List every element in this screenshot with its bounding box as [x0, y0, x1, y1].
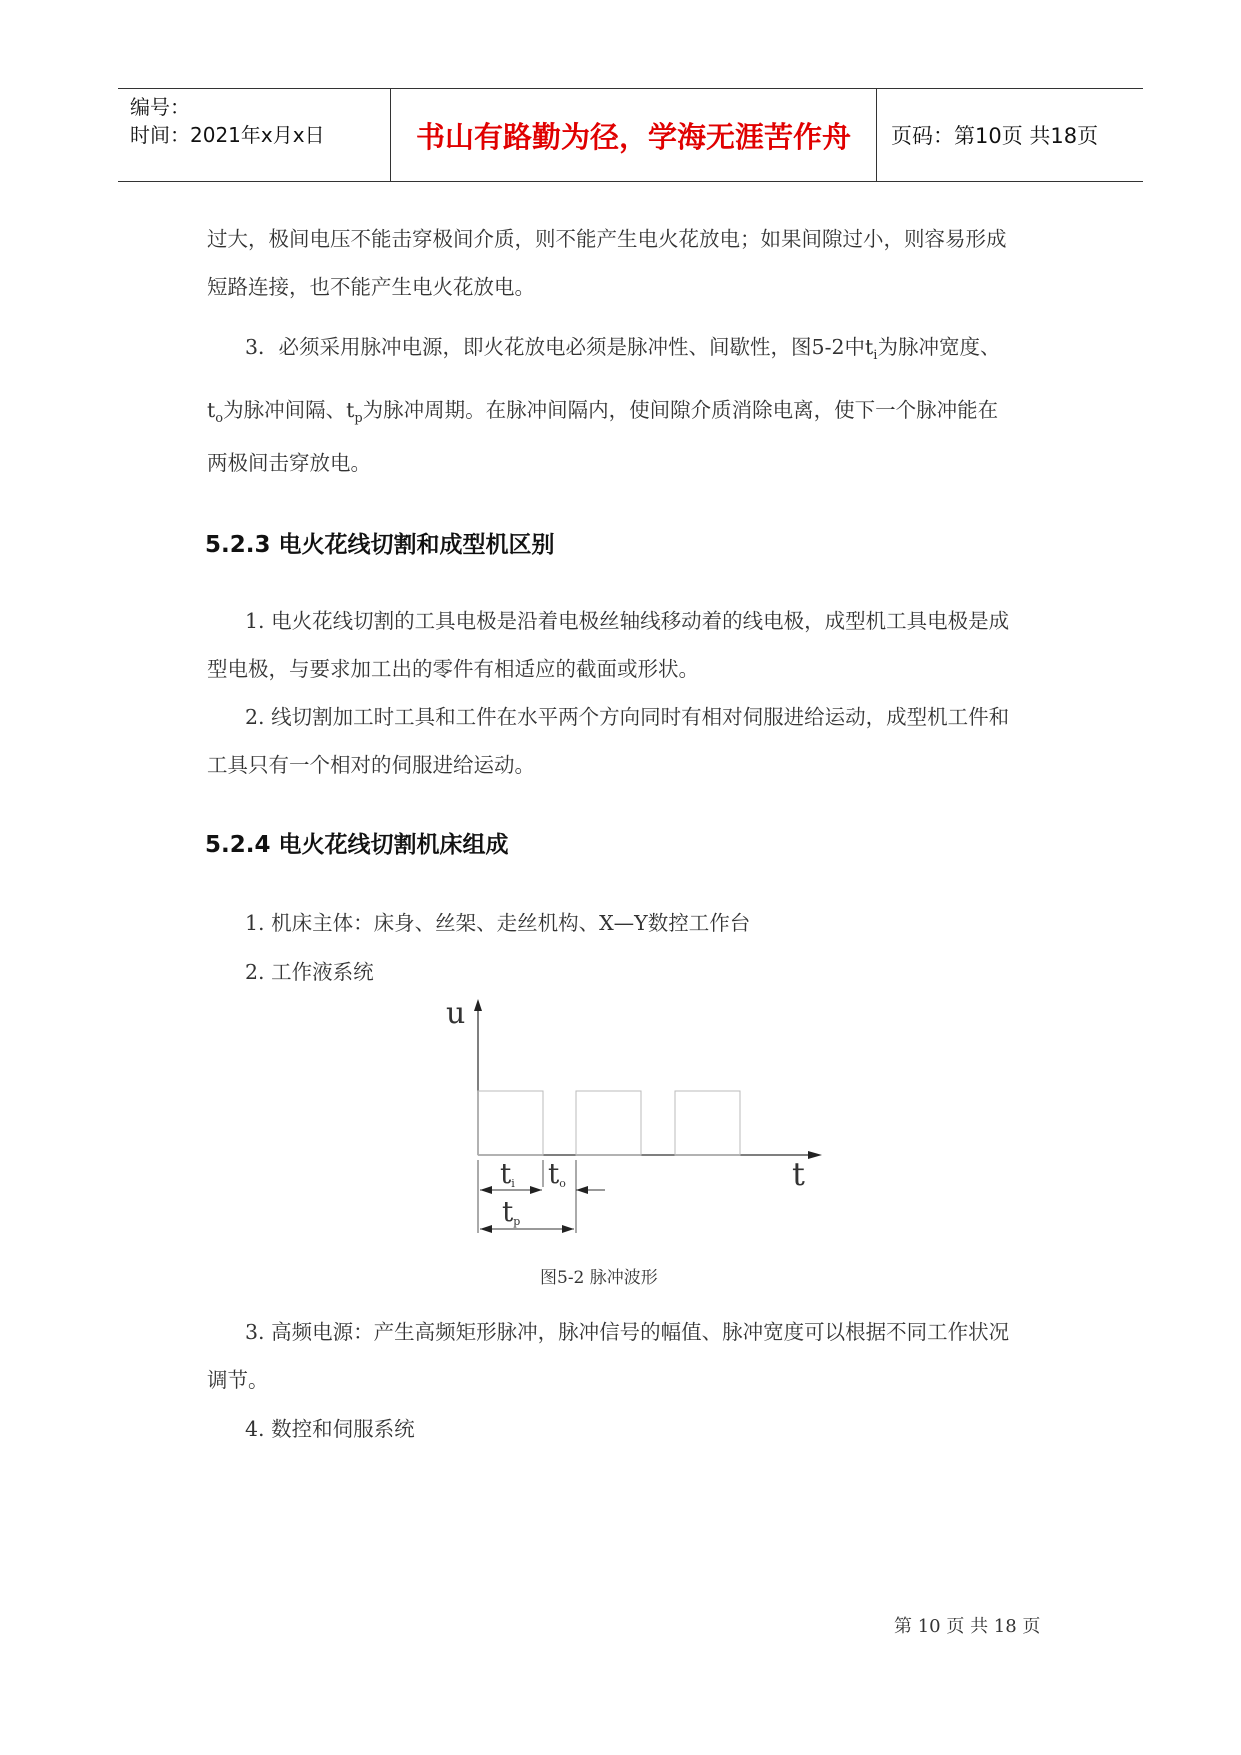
s524-item3-line1: 3. 高频电源：产生高频矩形脉冲，脉冲信号的幅值、脉冲宽度可以根据不同工作状况: [245, 1320, 1010, 1344]
header-page-info: 页码：第10页 共18页: [891, 124, 1099, 148]
tp-arrow-left: [480, 1225, 492, 1233]
p1-line2: 短路连接，也不能产生电火花放电。: [207, 275, 535, 299]
page-header: [118, 88, 1143, 182]
pulse-2: [576, 1091, 641, 1155]
p2-line1: 3．必须采用脉冲电源，即火花放电必须是脉冲性、间歇性，图5-2中$t_i$为脉冲宽度、: [245, 335, 1001, 364]
tp-arrow-right: [562, 1225, 574, 1233]
header-meta: [118, 89, 391, 181]
s524-item4: 4. 数控和伺服系统: [245, 1417, 415, 1441]
s524-item2: 2. 工作液系统: [245, 960, 374, 984]
header-number: 编号：: [130, 95, 190, 119]
pulse-3: [675, 1091, 740, 1155]
p2-line3: 两极间击穿放电。: [207, 451, 371, 475]
pulse-1: [478, 1091, 543, 1155]
to-arrow: [576, 1186, 588, 1194]
s523-item1-line2: 型电极，与要求加工出的零件有相适应的截面或形状。: [207, 657, 699, 681]
ti-arrow-left: [480, 1186, 492, 1194]
p2-line2: $t_o$为脉冲间隔、$t_p$为脉冲周期。在脉冲间隔内，使间隙介质消除电离，使下一个脉冲能在: [207, 398, 999, 427]
section-524-title: 5.2.4 电火花线切割机床组成: [205, 832, 509, 858]
s524-item1: 1. 机床主体：床身、丝架、走丝机构、X—Y数控工作台: [245, 911, 751, 935]
tp-label: tp: [502, 1195, 521, 1228]
ti-label: ti: [500, 1157, 515, 1190]
s523-item2-line2: 工具只有一个相对的伺服进给运动。: [207, 753, 535, 777]
x-axis-arrow: [808, 1151, 822, 1159]
y-axis-label: u: [446, 996, 466, 1031]
s523-item1-line1: 1. 电火花线切割的工具电极是沿着电极丝轴线移动着的线电极，成型机工具电极是成: [245, 609, 1010, 633]
y-axis-arrow: [474, 999, 482, 1011]
s523-item2-line1: 2. 线切割加工时工具和工件在水平两个方向同时有相对伺服进给运动，成型机工件和: [245, 705, 1010, 729]
p1-line1: 过大，极间电压不能击穿极间介质，则不能产生电火花放电；如果间隙过小，则容易形成: [207, 227, 1007, 251]
figure-caption: 图5-2 脉冲波形: [540, 1268, 658, 1288]
x-axis-label: t: [792, 1155, 805, 1193]
ti-arrow-right: [530, 1186, 542, 1194]
to-label: to: [548, 1157, 566, 1190]
header-time: 时间：2021年x月x日: [130, 123, 325, 147]
pulse-waveform-figure: [430, 995, 850, 1235]
page-footer: 第 10 页 共 18 页: [894, 1616, 1041, 1637]
s524-item3-line2: 调节。: [207, 1368, 269, 1392]
header-motto: 书山有路勤为径，学海无涯苦作舟: [391, 89, 877, 181]
section-523-title: 5.2.3 电火花线切割和成型机区别: [205, 532, 555, 558]
